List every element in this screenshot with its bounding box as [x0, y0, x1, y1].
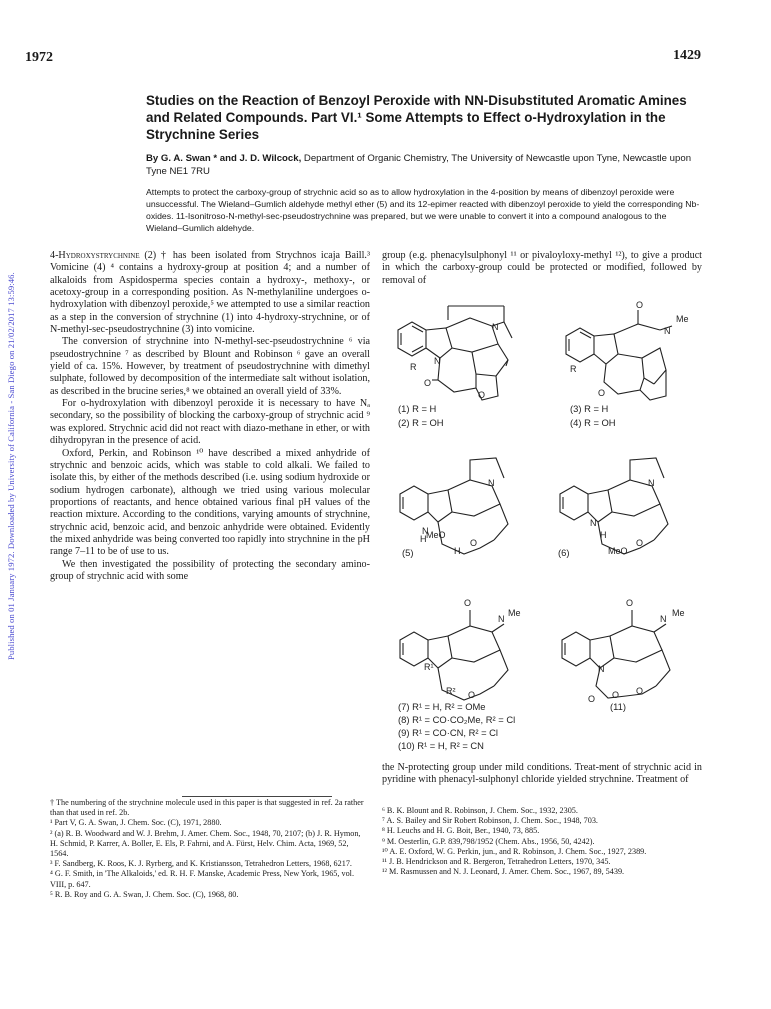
authors: By G. A. Swan * and J. D. Wilcock, — [146, 153, 302, 164]
atom-n-a-1: N — [434, 356, 441, 366]
footnote-5: ⁵ R. B. Roy and G. A. Swan, J. Chem. Soc. (C), 1968, 80. — [50, 889, 239, 899]
footnote-1: ¹ Part V, G. A. Swan, J. Chem. Soc. (C), 1971, 2880. — [50, 818, 222, 828]
atom-me-3: Me — [676, 314, 689, 324]
atom-h-5b: H — [454, 546, 461, 556]
atom-meo-6: MeO — [608, 546, 628, 556]
atom-o-ester-11: O — [612, 690, 620, 700]
atom-o-keto-1: O — [424, 378, 432, 388]
atom-h-6: H — [600, 530, 607, 540]
footnotes-left — [50, 798, 368, 900]
label-structure-11: (11) — [610, 701, 626, 712]
right-paragraph-bottom: the N-protecting group under mild conditions. Treat-ment of strychnic acid in pyridine with phenacyl-sulphonyl chloride yielded strychnine. Treatment of — [382, 762, 702, 786]
atom-n-a-11: N — [598, 664, 605, 674]
publication-side-strip — [6, 160, 18, 660]
atom-n-6: N — [648, 478, 655, 488]
atom-o-keto-7: O — [464, 598, 472, 608]
label-structure-5: (5) — [402, 547, 414, 558]
label-structure-7: (7) R¹ = H, R² = OMe — [398, 701, 486, 712]
abstract: Attempts to protect the carboxy-group of strychnic acid so as to allow hydroxylation in the 4-position by means of dibenzoyl peroxide were unsuccessful. The Wieland–Gumlich aldehyde methyl ether (5) and its 12-epimer reacted with dibenzoyl peroxide to yield the corresponding Nb-oxides. 11-Isonitroso-N-methyl-sec-pseudostrychnine was prepared, but we were unable to convert it into a compound analogous to the Wieland–Gumlich aldehyde. — [146, 187, 700, 233]
atom-r-3: R — [570, 364, 577, 374]
footnote-dagger: † The numbering of the strychnine molecule used in this paper is that suggested in ref. 2a rather than that used in ref. 2b. — [50, 798, 364, 818]
paragraph-5: We then investigated the possibility of protecting the secondary amino-group of strychnic acid with some — [50, 558, 370, 582]
journal-year: 1972 — [25, 50, 53, 65]
atom-nh-5: N — [422, 526, 429, 536]
atom-n-3: N — [664, 326, 671, 336]
atom-o-5: O — [470, 538, 478, 548]
footnote-9: ⁹ M. Oesterlin, G.P. 839,798/1952 (Chem. Abs., 1956, 50, 4242). — [382, 836, 595, 846]
label-structure-4: (4) R = OH — [570, 417, 616, 428]
strychnine-structures-figure — [380, 300, 710, 760]
label-structure-2: (2) R = OH — [398, 417, 444, 428]
atom-o-ring-11: O — [636, 686, 644, 696]
atom-o-keto-11: O — [626, 598, 634, 608]
right-paragraph-top: group (e.g. phenacylsulphonyl ¹¹ or pivaloyloxy-methyl ¹²), to give a product in which the carboxy-group could be protected or modified, followed by removal of — [382, 250, 702, 286]
atom-o-6: O — [636, 538, 644, 548]
label-structure-6: (6) — [558, 547, 570, 558]
lead-term: 4-Hydroxystrychnine — [50, 250, 140, 261]
footnote-4: ⁴ G. F. Smith, in 'The Alkaloids,' ed. R. H. F. Manske, Academic Press, New York, 1965, vol. VIII, p. 647. — [50, 869, 355, 889]
paragraph-4: Oxford, Perkin, and Robinson ¹⁰ have described a mixed anhydride of strychnic and benzoic acids, which was stable to cold alkali. We failed to isolate this, by either of the methods described (i.e. using sodium hydroxide or sodium hydrogen carbonate), although we tried using various molecular proportions of reactants, and hence obtained various final pH values of the reaction mixture. According to the conditions, varying amounts of strychnine, strychnic acid, benzoic acid, and benzoic anhydride were obtained. Evidently the mixed anhydride was being converted too rapidly into strychnine in the pH range 7–11 to be of use to us. — [50, 447, 370, 558]
atom-r1-7: R¹ — [424, 662, 434, 672]
side-strip-text: Published on 01 January 1972. Downloaded by University of California - San Diego on 21/02/2017 13:59:46. — [6, 272, 16, 660]
structure-11 — [562, 610, 670, 698]
atom-n-5: N — [488, 478, 495, 488]
structure-1-2 — [398, 306, 512, 400]
label-structure-9: (9) R¹ = CO·CN, R² = Cl — [398, 727, 499, 738]
page-number: 1429 — [673, 48, 701, 63]
left-column-body — [50, 250, 370, 583]
footnote-11: ¹¹ J. B. Hendrickson and R. Bergeron, Tetrahedron Letters, 1970, 345. — [382, 857, 611, 867]
byline — [146, 153, 706, 178]
right-column-top — [382, 250, 702, 287]
atom-o-lower-3: O — [598, 388, 606, 398]
paragraph-2: The conversion of strychnine into N-methyl-sec-pseudostrychnine ⁶ via pseudostrychnine ⁷ as described by Blount and Robinson ⁶ gave an overall yield of ca. 15%. However, by treatment of pseudostrychnine with dimethyl sulphate, followed by decomposition of the intermediate salt without isolation, as described in the brucine series,⁸ we obtained an overall yield of 33%. — [50, 336, 370, 397]
atom-n-a-6: N — [590, 518, 597, 528]
paragraph-3: For o-hydroxylation with dibenzoyl peroxide it is necessary to have Nₐ secondary, so the possibility of blocking the carboxy-group of strychnic acid ⁹ was explored. Strychnic acid did not react with diazo-methane in ether, or with dihydropyran in the presence of acid. — [50, 398, 370, 447]
structure-6 — [560, 458, 668, 554]
atom-h-5a: H — [420, 534, 427, 544]
atom-r-1: R — [410, 362, 417, 372]
atom-n-11: N — [660, 614, 667, 624]
label-structure-1: (1) R = H — [398, 403, 437, 414]
atom-o-carbonyl-11: O — [588, 694, 596, 704]
label-structure-8: (8) R¹ = CO·CO₂Me, R² = Cl — [398, 714, 516, 725]
affiliation: Department of Organic Chemistry, The University of Newcastle upon Tyne, Newcastle upon Tyne NE1 7RU — [146, 153, 692, 177]
footnote-10: ¹⁰ A. E. Oxford, W. G. Perkin, jun., and R. Robinson, J. Chem. Soc., 1927, 2389. — [382, 846, 647, 856]
footnote-12: ¹² M. Rasmussen and N. J. Leonard, J. Amer. Chem. Soc., 1967, 89, 5439. — [382, 867, 625, 877]
atom-n-1: N — [492, 322, 499, 332]
label-structure-10: (10) R¹ = H, R² = CN — [398, 740, 484, 751]
atom-o-7: O — [468, 690, 476, 700]
atom-meo-5: MeO — [426, 530, 446, 540]
label-structure-3: (3) R = H — [570, 403, 609, 414]
structure-3-4 — [566, 310, 672, 400]
atom-r2-7: R² — [446, 686, 456, 696]
footnote-2: ² (a) R. B. Woodward and W. J. Brehm, J. Amer. Chem. Soc., 1948, 70, 2107; (b) J. R. Hymon, H. Schmid, P. Karrer, A. Boller, E. Els, P. Fahrni, and A. Fürst, Helv. Chim. Acta, 1969, 52, 1564. — [50, 828, 361, 859]
atom-n-7: N — [498, 614, 505, 624]
structure-5 — [400, 458, 508, 554]
footnote-rule-left — [182, 796, 332, 797]
footnote-8: ⁸ H. Leuchs and H. G. Boit, Ber., 1940, 73, 885. — [382, 826, 540, 836]
paragraph-1: 4-Hydroxystrychnine (2) † has been isolated from Strychnos icaja Baill.³ Vomicine (4) ⁴ contains a hydroxy-group at position 4; and a number of alkaloids from Aspidosperma species contain a hydroxy-, methoxy-, or acetoxy-group in a corresponding position. As N-methylaniline undergoes o-hydroxylation with dibenzoyl peroxide,⁵ we attempted to use a similar reaction as a step in the conversion of strychnine (1) into 4-hydroxy-strychnine, or of N-methyl-sec-pseudostrychnine (3) into vomicine. — [50, 250, 370, 336]
paper-title: Studies on the Reaction of Benzoyl Peroxide with NN-Disubstituted Aromatic Amines and Related Compounds. Part VI.¹ Some Attempts to Effect o-Hydroxylation in the Strychnine Series — [146, 93, 687, 142]
footnote-7: ⁷ A. S. Bailey and Sir Robert Robinson, J. Chem. Soc., 1948, 703. — [382, 816, 598, 826]
footnote-3: ³ F. Sandberg, K. Roos, K. J. Ryrberg, and K. Kristiansson, Tetrahedron Letters, 1968, 6217. — [50, 859, 352, 869]
atom-me-11: Me — [672, 608, 685, 618]
atom-o-ring-1: O — [478, 390, 486, 400]
footnotes-right — [382, 806, 702, 877]
atom-o-keto-3: O — [636, 300, 644, 310]
atom-me-7: Me — [508, 608, 521, 618]
right-column-bottom — [382, 762, 702, 787]
footnote-6: ⁶ B. K. Blount and R. Robinson, J. Chem. Soc., 1932, 2305. — [382, 806, 578, 815]
